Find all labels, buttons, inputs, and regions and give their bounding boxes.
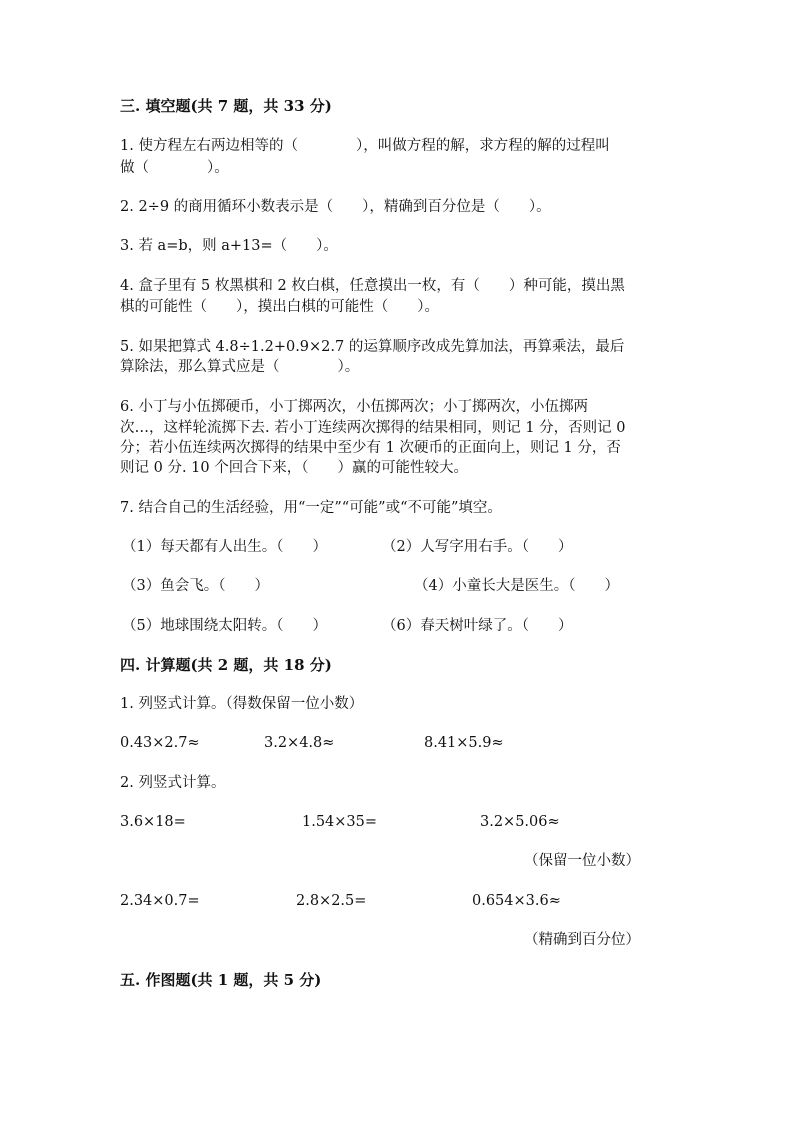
q4-2-line-1: 2. 列竖式计算。 [120, 775, 226, 791]
q4-2-row2-expr-1: 2.34×0.7= [120, 893, 200, 909]
q4-1-expr-1: 0.43×2.7≈ [120, 735, 200, 751]
q4-2-note-2: （精确到百分位） [524, 932, 640, 948]
q3-7-item-6: （6）春天树叶绿了。（ ） [382, 618, 573, 634]
q3-3-line-1: 3. 若 a=b，则 a+13=（ ）。 [120, 238, 338, 254]
q4-1-expr-3: 8.41×5.9≈ [424, 735, 504, 751]
q3-6-line-1: 6. 小丁与小伍掷硬币，小丁掷两次，小伍掷两次；小丁掷两次，小伍掷两 [120, 399, 588, 415]
q4-2-row1-expr-1: 3.6×18= [120, 814, 186, 830]
q3-7-item-5: （5）地球围绕太阳转。（ ） [122, 618, 327, 634]
q3-7-item-2: （2）人写字用右手。（ ） [382, 539, 573, 555]
q3-2-line-1: 2. 2÷9 的商用循环小数表示是（ ），精确到百分位是（ ）。 [120, 199, 551, 215]
q4-1-line-1: 1. 列竖式计算。（得数保留一位小数） [120, 696, 364, 712]
q4-1-expr-2: 3.2×4.8≈ [264, 735, 335, 751]
q3-7-line-1: 7. 结合自己的生活经验，用“一定”“可能”或“不可能”填空。 [120, 500, 502, 516]
q4-2-row2-expr-3: 0.654×3.6≈ [472, 893, 561, 909]
q4-2-note-1: （保留一位小数） [524, 853, 640, 869]
q3-5-line-2: 算除法，那么算式应是（ ）。 [120, 359, 360, 375]
q3-6-line-4: 则记 0 分. 10 个回合下来，（ ）赢的可能性较大。 [120, 460, 468, 476]
q4-2-row1-expr-3: 3.2×5.06≈ [480, 814, 560, 830]
q4-2-row2-expr-2: 2.8×2.5= [296, 893, 367, 909]
section-5-title: 五. 作图题(共 1 题，共 5 分) [120, 971, 322, 989]
q3-7-item-1: （1）每天都有人出生。（ ） [122, 539, 327, 555]
q3-6-line-2: 次…，这样轮流掷下去. 若小丁连续两次掷得的结果相同，则记 1 分，否则记 0 [120, 420, 626, 436]
q3-7-item-3: （3）鱼会飞。（ ） [122, 578, 269, 594]
q3-5-line-1: 5. 如果把算式 4.8÷1.2+0.9×2.7 的运算顺序改成先算加法，再算乘法，最后 [120, 339, 625, 355]
q3-6-line-3: 分；若小伍连续两次掷得的结果中至少有 1 次硬币的正面向上，则记 1 分，否 [120, 440, 621, 456]
q3-4-line-1: 4. 盒子里有 5 枚黑棋和 2 枚白棋，任意摸出一枚，有（ ）种可能，摸出黑 [120, 278, 625, 294]
q3-1-line-2: 做（ ）。 [120, 160, 229, 176]
q3-1-line-1: 1. 使方程左右两边相等的（ ），叫做方程的解，求方程的解的过程叫 [120, 138, 610, 154]
section-4-title: 四. 计算题(共 2 题，共 18 分) [120, 656, 332, 674]
section-3-title: 三. 填空题(共 7 题，共 33 分) [120, 97, 332, 115]
q3-4-line-2: 棋的可能性（ ），摸出白棋的可能性（ ）。 [120, 299, 439, 315]
q3-7-item-4: （4）小童长大是医生。（ ） [414, 578, 619, 594]
q4-2-row1-expr-2: 1.54×35= [302, 814, 378, 830]
